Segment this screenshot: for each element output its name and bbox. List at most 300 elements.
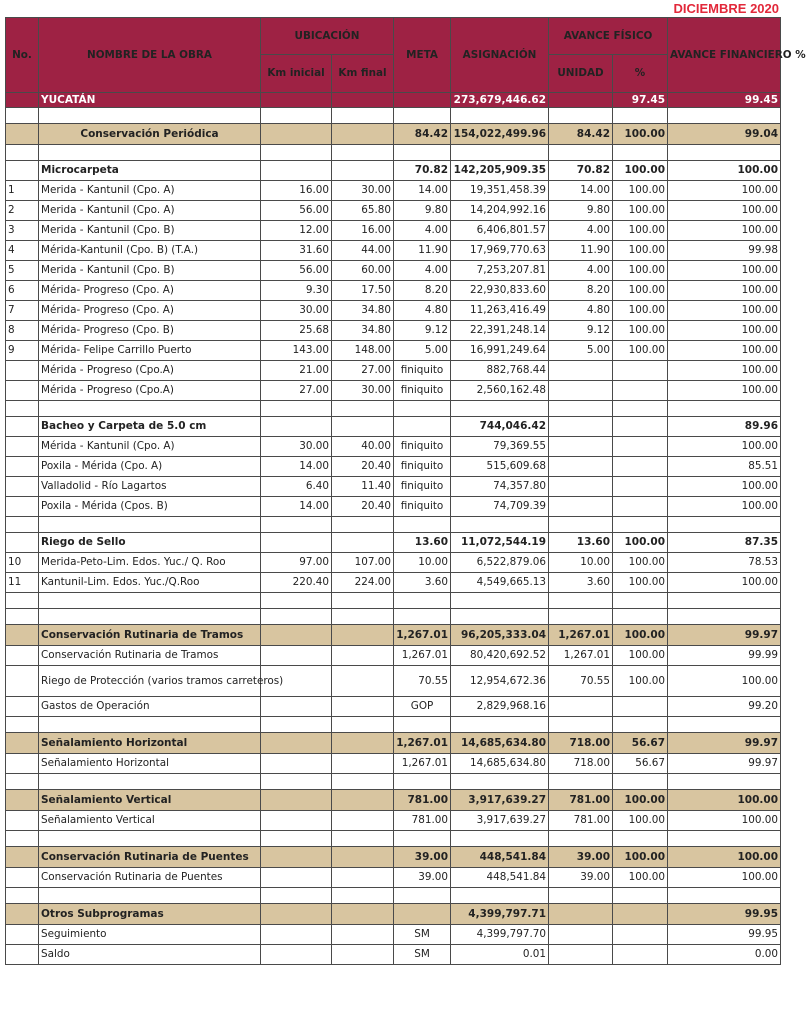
cell-pct <box>613 717 668 733</box>
cell-unidad <box>549 417 613 437</box>
cell-km-final <box>332 108 394 124</box>
cell-km-final: 20.40 <box>332 457 394 477</box>
cell-asignacion <box>451 717 549 733</box>
cell-unidad: 14.00 <box>549 181 613 201</box>
cell-no <box>6 868 39 888</box>
cell-asignacion <box>451 774 549 790</box>
cell-km-inicial <box>261 774 332 790</box>
cell-asignacion: 3,917,639.27 <box>451 790 549 811</box>
cell-km-inicial <box>261 717 332 733</box>
cell-km-final <box>332 904 394 925</box>
cell-unidad <box>549 888 613 904</box>
cell-pct <box>613 497 668 517</box>
cell-km-final <box>332 717 394 733</box>
cell-obra: Poxila - Mérida (Cpos. B) <box>39 497 261 517</box>
table-row <box>6 868 781 888</box>
cell-financiero: 100.00 <box>668 811 781 831</box>
cell-asignacion: 2,829,968.16 <box>451 697 549 717</box>
cell-meta: 3.60 <box>394 573 451 593</box>
cell-pct: 100.00 <box>613 261 668 281</box>
header-avance-fisico: AVANCE FÍSICO <box>549 18 668 55</box>
cell-km-final <box>332 925 394 945</box>
cell-no <box>6 646 39 666</box>
cell-unidad: 39.00 <box>549 847 613 868</box>
cell-unidad <box>549 497 613 517</box>
cell-meta: 4.00 <box>394 221 451 241</box>
cell-asignacion: 22,391,248.14 <box>451 321 549 341</box>
cell-financiero: 100.00 <box>668 477 781 497</box>
cell-unidad <box>549 361 613 381</box>
cell-no <box>6 774 39 790</box>
report-period: DICIEMBRE 2020 <box>673 1 779 16</box>
cell-meta: finiquito <box>394 457 451 477</box>
table-row <box>6 925 781 945</box>
cell-km-inicial <box>261 811 332 831</box>
cell-km-inicial <box>261 697 332 717</box>
cell-unidad <box>549 609 613 625</box>
cell-km-final <box>332 888 394 904</box>
cell-unidad: 4.80 <box>549 301 613 321</box>
state-pct: 97.45 <box>613 93 668 108</box>
cell-km-final <box>332 593 394 609</box>
cell-financiero: 89.96 <box>668 417 781 437</box>
cell-meta: 1,267.01 <box>394 733 451 754</box>
cell-meta: 1,267.01 <box>394 754 451 774</box>
cell-unidad <box>549 381 613 401</box>
cell-km-final: 40.00 <box>332 437 394 457</box>
cell-km-final <box>332 847 394 868</box>
cell-pct: 100.00 <box>613 847 668 868</box>
cell-obra: Mérida - Progreso (Cpo.A) <box>39 381 261 401</box>
cell-km-final: 44.00 <box>332 241 394 261</box>
cell-asignacion: 16,991,249.64 <box>451 341 549 361</box>
cell-meta: 781.00 <box>394 790 451 811</box>
cell-km-final: 16.00 <box>332 221 394 241</box>
cell-km-inicial <box>261 401 332 417</box>
cell-meta: 84.42 <box>394 124 451 145</box>
cell-obra <box>39 401 261 417</box>
cell-obra <box>39 609 261 625</box>
cell-km-final: 30.00 <box>332 181 394 201</box>
cell-unidad <box>549 593 613 609</box>
state-row <box>6 93 781 108</box>
table-row <box>6 241 781 261</box>
cell-unidad: 70.82 <box>549 161 613 181</box>
cell-obra: Riego de Sello <box>39 533 261 553</box>
cell-obra: Poxila - Mérida (Cpo. A) <box>39 457 261 477</box>
cell-asignacion <box>451 609 549 625</box>
state-asignacion: 273,679,446.62 <box>451 93 549 108</box>
cell-asignacion: 4,399,797.70 <box>451 925 549 945</box>
cell-meta <box>394 417 451 437</box>
category-row <box>6 625 781 646</box>
cell-no <box>6 666 39 697</box>
cell-km-final <box>332 646 394 666</box>
cell-km-inicial: 12.00 <box>261 221 332 241</box>
cell-pct <box>613 831 668 847</box>
cell-no <box>6 925 39 945</box>
cell-financiero <box>668 774 781 790</box>
cell-km-final: 107.00 <box>332 553 394 573</box>
cell-asignacion <box>451 888 549 904</box>
cell-asignacion: 7,253,207.81 <box>451 261 549 281</box>
cell-km-final <box>332 868 394 888</box>
cell-financiero <box>668 717 781 733</box>
cell-obra: Microcarpeta <box>39 161 261 181</box>
cell-asignacion <box>451 401 549 417</box>
cell-pct <box>613 381 668 401</box>
cell-km-inicial <box>261 733 332 754</box>
table-row <box>6 361 781 381</box>
cell-unidad <box>549 108 613 124</box>
spacer-row <box>6 517 781 533</box>
cell-unidad <box>549 145 613 161</box>
category-row <box>6 790 781 811</box>
cell-financiero: 99.20 <box>668 697 781 717</box>
cell-financiero <box>668 593 781 609</box>
cell-no <box>6 733 39 754</box>
table-row <box>6 437 781 457</box>
cell-meta <box>394 609 451 625</box>
cell-km-final <box>332 625 394 646</box>
cell-pct: 100.00 <box>613 281 668 301</box>
cell-no <box>6 847 39 868</box>
cell-obra: Seguimiento <box>39 925 261 945</box>
cell-obra: Valladolid - Río Lagartos <box>39 477 261 497</box>
cell-asignacion: 74,357.80 <box>451 477 549 497</box>
table-row <box>6 811 781 831</box>
cell-meta <box>394 831 451 847</box>
cell-financiero: 78.53 <box>668 553 781 573</box>
cell-km-final <box>332 945 394 965</box>
cell-km-final <box>332 831 394 847</box>
cell-financiero <box>668 888 781 904</box>
cell-asignacion: 744,046.42 <box>451 417 549 437</box>
cell-meta: SM <box>394 925 451 945</box>
cell-km-inicial: 30.00 <box>261 301 332 321</box>
cell-asignacion: 19,351,458.39 <box>451 181 549 201</box>
cell-no <box>6 533 39 553</box>
cell-pct <box>613 888 668 904</box>
cell-financiero: 87.35 <box>668 533 781 553</box>
cell-pct: 56.67 <box>613 754 668 774</box>
cell-unidad: 70.55 <box>549 666 613 697</box>
cell-obra: Señalamiento Vertical <box>39 790 261 811</box>
cell-financiero: 99.98 <box>668 241 781 261</box>
cell-pct: 100.00 <box>613 868 668 888</box>
cell-unidad: 4.00 <box>549 221 613 241</box>
state-financiero: 99.45 <box>668 93 781 108</box>
spacer-row <box>6 145 781 161</box>
cell-km-inicial <box>261 888 332 904</box>
cell-km-inicial <box>261 145 332 161</box>
cell-no <box>6 145 39 161</box>
cell-km-inicial <box>261 754 332 774</box>
cell-obra: Mérida- Felipe Carrillo Puerto <box>39 341 261 361</box>
cell-obra: Señalamiento Horizontal <box>39 754 261 774</box>
cell-unidad <box>549 945 613 965</box>
cell-pct <box>613 401 668 417</box>
cell-km-inicial <box>261 593 332 609</box>
cell-meta <box>394 401 451 417</box>
header-km-inicial: Km inicial <box>261 55 332 93</box>
cell-obra: Conservación Rutinaria de Puentes <box>39 868 261 888</box>
cell-km-inicial: 56.00 <box>261 201 332 221</box>
table-row <box>6 754 781 774</box>
cell-km-inicial: 16.00 <box>261 181 332 201</box>
cell-meta: 4.80 <box>394 301 451 321</box>
cell-km-final <box>332 754 394 774</box>
cell-obra: Gastos de Operación <box>39 697 261 717</box>
cell-unidad <box>549 697 613 717</box>
cell-obra <box>39 774 261 790</box>
cell-no: 4 <box>6 241 39 261</box>
cell-pct <box>613 904 668 925</box>
cell-asignacion: 882,768.44 <box>451 361 549 381</box>
cell-obra: Merida - Kantunil (Cpo. A) <box>39 181 261 201</box>
spacer-row <box>6 108 781 124</box>
cell-km-final: 20.40 <box>332 497 394 517</box>
cell-obra <box>39 517 261 533</box>
cell-km-inicial: 27.00 <box>261 381 332 401</box>
spacer-row <box>6 401 781 417</box>
cell-no: 9 <box>6 341 39 361</box>
cell-pct: 100.00 <box>613 553 668 573</box>
cell-unidad: 84.42 <box>549 124 613 145</box>
cell-asignacion: 4,399,797.71 <box>451 904 549 925</box>
cell-financiero: 99.04 <box>668 124 781 145</box>
cell-no: 7 <box>6 301 39 321</box>
cell-meta: 9.12 <box>394 321 451 341</box>
cell-km-final: 17.50 <box>332 281 394 301</box>
cell-asignacion: 448,541.84 <box>451 847 549 868</box>
cell-no <box>6 904 39 925</box>
spacer-row <box>6 888 781 904</box>
cell-financiero: 100.00 <box>668 261 781 281</box>
cell-obra: Kantunil-Lim. Edos. Yuc./Q.Roo <box>39 573 261 593</box>
cell-financiero: 100.00 <box>668 868 781 888</box>
cell-km-inicial <box>261 790 332 811</box>
cell-km-final <box>332 124 394 145</box>
cell-asignacion: 6,406,801.57 <box>451 221 549 241</box>
cell-obra: Merida - Kantunil (Cpo. B) <box>39 221 261 241</box>
spacer-row <box>6 831 781 847</box>
obras-table <box>5 17 806 965</box>
cell-no: 6 <box>6 281 39 301</box>
cell-km-inicial <box>261 108 332 124</box>
cell-meta: 4.00 <box>394 261 451 281</box>
cell-no <box>6 831 39 847</box>
cell-no <box>6 945 39 965</box>
cell-meta <box>394 108 451 124</box>
cell-unidad: 1,267.01 <box>549 625 613 646</box>
cell-obra: Merida - Kantunil (Cpo. B) <box>39 261 261 281</box>
cell-asignacion: 14,685,634.80 <box>451 733 549 754</box>
cell-km-inicial: 14.00 <box>261 457 332 477</box>
cell-financiero: 100.00 <box>668 221 781 241</box>
cell-obra: Señalamiento Horizontal <box>39 733 261 754</box>
cell-obra <box>39 145 261 161</box>
cell-pct <box>613 593 668 609</box>
cell-km-final <box>332 161 394 181</box>
cell-no <box>6 381 39 401</box>
header-ubicacion: UBICACIÓN <box>261 18 394 55</box>
cell-no <box>6 437 39 457</box>
cell-km-inicial: 30.00 <box>261 437 332 457</box>
cell-km-final <box>332 697 394 717</box>
cell-meta <box>394 145 451 161</box>
cell-km-final <box>332 733 394 754</box>
cell-meta: 9.80 <box>394 201 451 221</box>
header-pct: % <box>613 55 668 93</box>
cell-asignacion: 74,709.39 <box>451 497 549 517</box>
cell-pct: 100.00 <box>613 241 668 261</box>
cell-no <box>6 754 39 774</box>
cell-meta: 11.90 <box>394 241 451 261</box>
cell-km-inicial: 25.68 <box>261 321 332 341</box>
cell-obra: Mérida - Kantunil (Cpo. A) <box>39 437 261 457</box>
cell-obra: Conservación Rutinaria de Tramos <box>39 625 261 646</box>
cell-km-inicial: 143.00 <box>261 341 332 361</box>
cell-unidad <box>549 517 613 533</box>
cell-km-inicial: 9.30 <box>261 281 332 301</box>
cell-obra <box>39 888 261 904</box>
cell-no <box>6 361 39 381</box>
cell-pct: 100.00 <box>613 221 668 241</box>
header-km-final: Km final <box>332 55 394 93</box>
cell-asignacion: 11,263,416.49 <box>451 301 549 321</box>
header-no: No. <box>6 18 39 93</box>
cell-km-final: 11.40 <box>332 477 394 497</box>
cell-asignacion: 142,205,909.35 <box>451 161 549 181</box>
cell-km-final <box>332 145 394 161</box>
cell-financiero: 0.00 <box>668 945 781 965</box>
cell-financiero <box>668 145 781 161</box>
cell-no <box>6 609 39 625</box>
cell-asignacion: 79,369.55 <box>451 437 549 457</box>
cell-obra: Señalamiento Vertical <box>39 811 261 831</box>
cell-financiero: 99.97 <box>668 625 781 646</box>
cell-financiero: 100.00 <box>668 361 781 381</box>
cell-km-final <box>332 666 394 697</box>
cell-meta: finiquito <box>394 497 451 517</box>
cell-meta: 14.00 <box>394 181 451 201</box>
cell-asignacion: 6,522,879.06 <box>451 553 549 573</box>
cell-asignacion: 4,549,665.13 <box>451 573 549 593</box>
cell-km-inicial: 220.40 <box>261 573 332 593</box>
cell-financiero: 100.00 <box>668 281 781 301</box>
table-row <box>6 181 781 201</box>
cell-no <box>6 593 39 609</box>
cell-pct: 100.00 <box>613 811 668 831</box>
cell-km-inicial <box>261 161 332 181</box>
cell-asignacion: 96,205,333.04 <box>451 625 549 646</box>
cell-unidad: 9.12 <box>549 321 613 341</box>
cell-asignacion: 14,204,992.16 <box>451 201 549 221</box>
cell-meta: 10.00 <box>394 553 451 573</box>
cell-meta <box>394 593 451 609</box>
cell-unidad <box>549 401 613 417</box>
category-row <box>6 847 781 868</box>
cell-km-inicial <box>261 124 332 145</box>
cell-unidad: 781.00 <box>549 790 613 811</box>
cell-asignacion: 3,917,639.27 <box>451 811 549 831</box>
category-row <box>6 733 781 754</box>
cell-unidad <box>549 904 613 925</box>
cell-meta: 781.00 <box>394 811 451 831</box>
table-row <box>6 573 781 593</box>
cell-no <box>6 401 39 417</box>
cell-km-final: 65.80 <box>332 201 394 221</box>
cell-meta: finiquito <box>394 381 451 401</box>
cell-km-inicial <box>261 904 332 925</box>
cell-no <box>6 811 39 831</box>
cell-asignacion: 515,609.68 <box>451 457 549 477</box>
cell-pct: 100.00 <box>613 341 668 361</box>
cell-km-final <box>332 790 394 811</box>
cell-no: 2 <box>6 201 39 221</box>
cell-asignacion <box>451 593 549 609</box>
cell-meta: SM <box>394 945 451 965</box>
cell-financiero: 100.00 <box>668 301 781 321</box>
cell-km-inicial <box>261 517 332 533</box>
subtotal-row <box>6 417 781 437</box>
cell-no <box>6 477 39 497</box>
cell-financiero: 100.00 <box>668 381 781 401</box>
cell-unidad: 1,267.01 <box>549 646 613 666</box>
cell-unidad: 4.00 <box>549 261 613 281</box>
cell-obra: Mérida - Progreso (Cpo.A) <box>39 361 261 381</box>
cell-financiero <box>668 831 781 847</box>
category-row <box>6 904 781 925</box>
cell-unidad: 8.20 <box>549 281 613 301</box>
cell-km-inicial: 97.00 <box>261 553 332 573</box>
cell-km-inicial <box>261 533 332 553</box>
cell-meta <box>394 517 451 533</box>
spacer-row <box>6 774 781 790</box>
cell-no: 1 <box>6 181 39 201</box>
cell-meta: finiquito <box>394 361 451 381</box>
table-row <box>6 321 781 341</box>
cell-meta: 39.00 <box>394 868 451 888</box>
spacer-row <box>6 609 781 625</box>
cell-km-final <box>332 533 394 553</box>
cell-unidad: 11.90 <box>549 241 613 261</box>
cell-financiero: 99.97 <box>668 754 781 774</box>
cell-financiero: 99.95 <box>668 925 781 945</box>
cell-unidad: 3.60 <box>549 573 613 593</box>
cell-no: 5 <box>6 261 39 281</box>
header-asignacion: ASIGNACIÓN <box>451 18 549 93</box>
table-row <box>6 341 781 361</box>
cell-financiero: 100.00 <box>668 790 781 811</box>
cell-no: 10 <box>6 553 39 573</box>
cell-no <box>6 717 39 733</box>
cell-meta: 1,267.01 <box>394 625 451 646</box>
cell-financiero: 100.00 <box>668 161 781 181</box>
cell-unidad <box>549 477 613 497</box>
table-row <box>6 646 781 666</box>
cell-no <box>6 417 39 437</box>
cell-pct <box>613 517 668 533</box>
cell-km-inicial: 21.00 <box>261 361 332 381</box>
cell-pct <box>613 477 668 497</box>
cell-pct: 100.00 <box>613 181 668 201</box>
cell-asignacion: 12,954,672.36 <box>451 666 549 697</box>
cell-asignacion: 14,685,634.80 <box>451 754 549 774</box>
cell-pct <box>613 145 668 161</box>
cell-financiero: 100.00 <box>668 437 781 457</box>
